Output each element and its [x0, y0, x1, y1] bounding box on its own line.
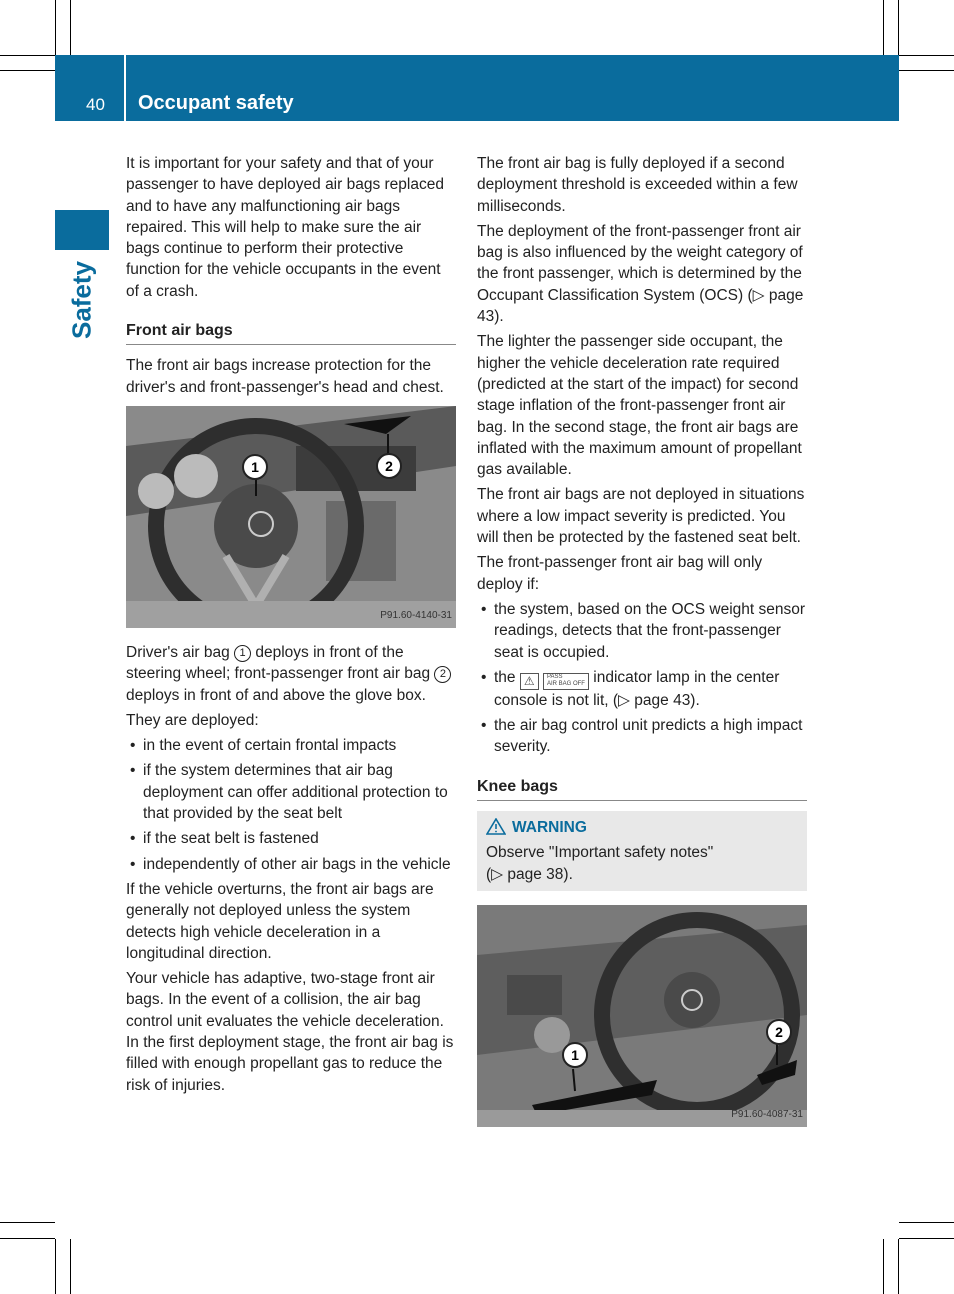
warning-box: [477, 811, 807, 891]
page-number: 40: [86, 95, 105, 114]
left-column: [126, 153, 456, 1100]
crop-mark: [70, 0, 71, 55]
pass-air-bag-off-lamp-icon: [543, 673, 589, 690]
crop-mark: [0, 55, 55, 56]
callout-2: 2: [766, 1019, 792, 1045]
seat-occupancy-icon: ⚠: [520, 673, 539, 690]
list-item: • independently of other air bags in the vehicle: [126, 854, 456, 875]
deployment-list: [126, 735, 456, 875]
crop-mark: [55, 0, 56, 55]
crop-mark: [883, 0, 884, 55]
section-intro: The front air bags increase protection for the driver's and front-passenger's head and chest.: [126, 357, 444, 396]
list-item: [477, 667, 807, 711]
knee-area-illustration: [477, 905, 807, 1127]
list-item: • if the system determines that air bag deployment can offer additional protection to that provided by the seat belt: [126, 760, 456, 824]
lamp-line-2: AIR BAG OFF: [546, 680, 585, 687]
paragraph: The deployment of the front-passenger front air bag is also influenced by the weight category of the front passenger, which is determined by the Occupant Classification System (OCS) (▷ page 43).: [477, 222, 804, 326]
chapter-label: Safety: [66, 260, 97, 340]
bullet2-after: indicator lamp in the center console is not lit, (▷ page 43).: [494, 668, 780, 709]
warning-title-row: [486, 817, 798, 838]
list-item: • in the event of certain frontal impacts: [126, 735, 456, 756]
crop-mark: [899, 70, 954, 71]
lamp-line-1: PASS: [546, 673, 563, 680]
crop-mark: [898, 1239, 899, 1294]
crop-mark: [0, 70, 55, 71]
adaptive-paragraph: Your vehicle has adaptive, two-stage front air bags. In the event of a collision, the air bag control unit evaluates the vehicle deceleration. In the first deployment stage, the front air bag is filled with enough propellant gas to reduce the risk of injuries.: [126, 970, 454, 1094]
callout-ref-2: 2: [434, 666, 451, 683]
header-divider: [124, 55, 126, 121]
paragraph: The front air bags are not deployed in situations where a low impact severity is predicted. You will then be protected by the fastened seat belt.: [477, 486, 805, 547]
figure-caption: [126, 642, 456, 706]
warning-text-line1: Observe "Important safety notes": [486, 844, 714, 862]
crop-mark: [70, 1239, 71, 1294]
caption-part1: Driver's air bag: [126, 643, 230, 661]
overturn-paragraph: If the vehicle overturns, the front air bags are generally not deployed unless the system detects high vehicle deceleration in a longitudinal direction.: [126, 880, 434, 962]
crop-mark: [898, 0, 899, 55]
section-heading-front-air-bags: Front air bags: [126, 320, 456, 345]
callout-1: 1: [242, 454, 268, 480]
warning-title: WARNING: [512, 819, 587, 837]
caption-part2: deploys in front of the steering wheel; front-passenger front air bag: [126, 643, 431, 683]
right-column: [477, 153, 807, 1141]
crop-mark: [899, 55, 954, 56]
deployed-intro: They are deployed:: [126, 711, 259, 729]
paragraph: The front air bag is fully deployed if a second deployment threshold is exceeded within a few milliseconds.: [477, 155, 798, 215]
list-item: • the system, based on the OCS weight sensor readings, detects that the front-passenger seat is occupied.: [477, 599, 807, 663]
paragraph: The front-passenger front air bag will only deploy if:: [477, 554, 763, 593]
crop-mark: [899, 1222, 954, 1223]
figure-code: P91.60-4087-31: [731, 1108, 803, 1120]
warning-text-line2: (▷ page 38).: [486, 865, 573, 883]
crop-mark: [883, 1239, 884, 1294]
bullet2-before: the: [494, 668, 516, 686]
paragraph: The lighter the passenger side occupant, the higher the vehicle deceleration rate required (predicted at the start of the impact) for second stage inflation of the front-passenger front air bag. In the second stage, the front air bags are inflated with the maximum amount of propellant gas available.: [477, 333, 802, 479]
passenger-deploy-list: [477, 599, 807, 758]
list-item: • the air bag control unit predicts a high impact severity.: [477, 715, 807, 758]
crop-mark: [899, 1238, 954, 1239]
section-heading-knee-bags: Knee bags: [477, 776, 807, 801]
intro-paragraph: It is important for your safety and that of your passenger to have deployed air bags replaced and to have any malfunctioning air bags repaired. This will help to make sure the air bags continue to perform their protective function for the vehicle occupants in the event of a crash.: [126, 155, 444, 300]
figure-code: P91.60-4140-31: [380, 609, 452, 621]
callout-ref-1: 1: [234, 645, 251, 662]
chapter-tab: [55, 210, 109, 250]
front-air-bag-figure: [126, 406, 456, 628]
warning-triangle-icon: [486, 818, 506, 835]
callout-2: 2: [376, 453, 402, 479]
callout-1: 1: [562, 1042, 588, 1068]
crop-mark: [55, 1239, 56, 1294]
crop-mark: [0, 1222, 55, 1223]
knee-bag-figure: [477, 905, 807, 1127]
cockpit-illustration: [126, 406, 456, 628]
list-item: • if the seat belt is fastened: [126, 828, 456, 849]
page-title: Occupant safety: [138, 92, 294, 114]
crop-mark: [0, 1238, 55, 1239]
caption-part3: deploys in front of and above the glove box.: [126, 686, 426, 704]
